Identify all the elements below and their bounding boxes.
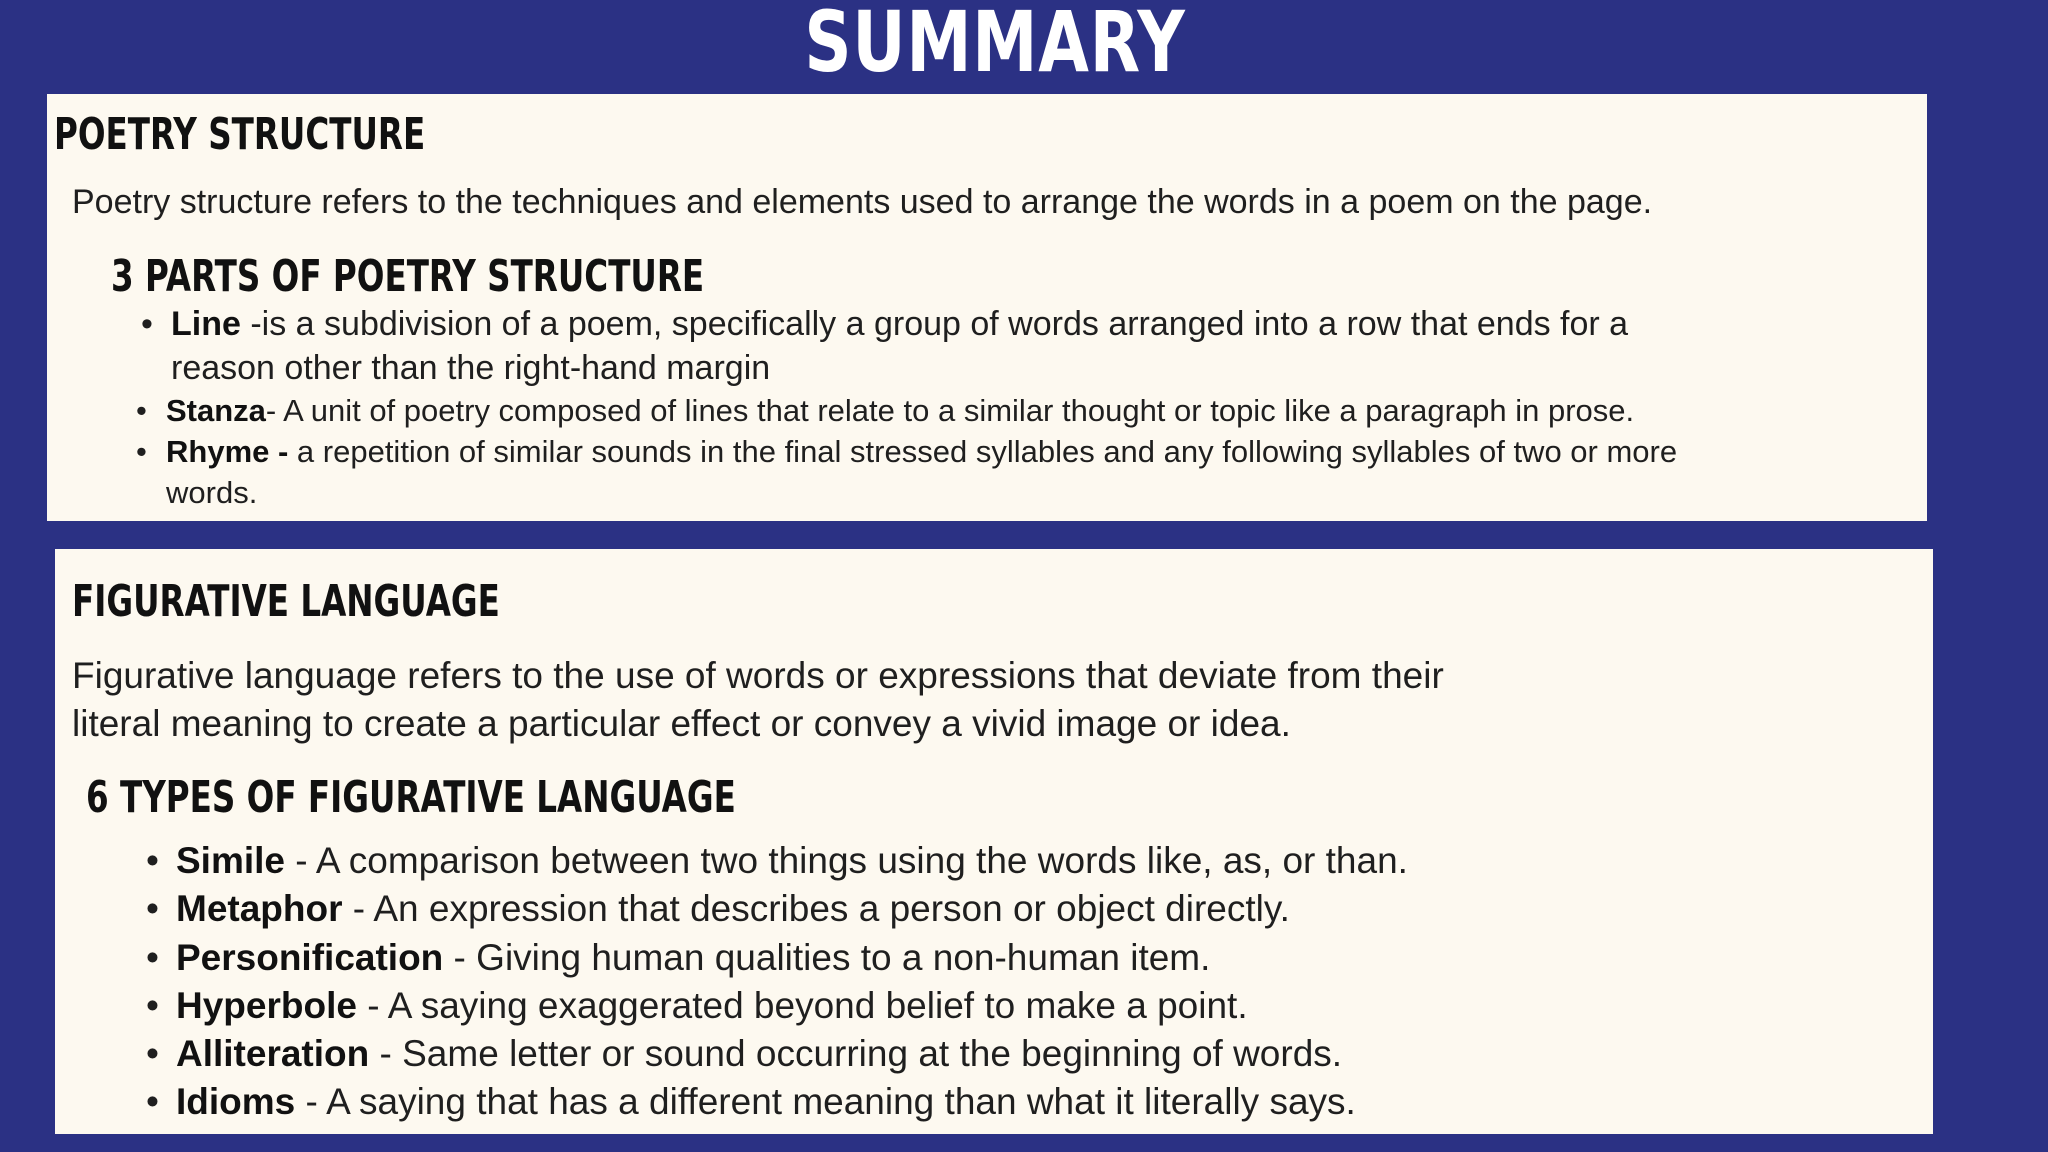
bullet-icon: • — [146, 1033, 159, 1075]
term-stanza: Stanza — [166, 393, 266, 428]
figurative-definition-line-1: Figurative language refers to the use of words or expressions that deviate from their — [72, 655, 1444, 696]
list-item — [146, 885, 1408, 933]
line-description-continued: reason other than the right-hand margin — [171, 349, 771, 387]
bullet-icon: • — [141, 305, 153, 343]
idioms-description: - A saying that has a different meaning than what it literally says. — [295, 1081, 1356, 1123]
poetry-parts-list — [136, 302, 1682, 513]
figurative-language-heading: FIGURATIVE LANGUAGE — [72, 576, 500, 627]
line-description: -is a subdivision of a poem, specifically a group of words arranged into a row that ends for a — [240, 305, 1629, 343]
metaphor-description: - An expression that describes a person or object directly. — [342, 888, 1290, 930]
rhyme-description: a repetition of similar sounds in the final stressed syllables and any following syllables of two or more — [288, 434, 1678, 469]
hyperbole-description: - A saying exaggerated beyond belief to make a point. — [356, 984, 1248, 1026]
poetry-structure-definition: Poetry structure refers to the techniques and elements used to arrange the words in a poem on the page. — [72, 183, 1653, 221]
list-item — [146, 1030, 1408, 1078]
list-item — [136, 390, 1677, 431]
term-personification: Personification — [176, 936, 444, 978]
figurative-definition-line-2: literal meaning to create a particular effect or convey a vivid image or idea. — [72, 703, 1291, 744]
poetry-structure-panel — [47, 94, 1927, 521]
personification-description: - Giving human qualities to a non-human item. — [443, 936, 1211, 978]
bullet-icon: • — [146, 888, 159, 930]
list-item — [146, 982, 1408, 1030]
list-item — [141, 302, 1682, 346]
alliteration-description: - Same letter or sound occurring at the beginning of words. — [369, 1033, 1343, 1075]
bullet-icon: • — [136, 393, 147, 428]
stanza-description: - A unit of poetry composed of lines that relate to a similar thought or topic like a paragraph in prose. — [265, 393, 1635, 428]
poetry-parts-subheading: 3 PARTS OF POETRY STRUCTURE — [111, 251, 705, 302]
slide-title: SUMMARY — [804, 0, 1186, 91]
list-item — [136, 431, 1678, 472]
figurative-types-list — [146, 837, 1408, 1127]
term-alliteration: Alliteration — [176, 1033, 370, 1075]
bullet-icon: • — [146, 984, 159, 1026]
term-metaphor: Metaphor — [176, 888, 343, 930]
poetry-structure-heading: POETRY STRUCTURE — [54, 109, 426, 160]
list-item-continuation — [171, 346, 1682, 390]
term-idioms: Idioms — [176, 1081, 296, 1123]
list-item — [146, 934, 1408, 982]
term-rhyme: Rhyme - — [166, 434, 289, 469]
list-item-continuation — [166, 472, 1677, 513]
figurative-language-panel — [55, 549, 1933, 1134]
rhyme-description-continued: words. — [166, 475, 258, 510]
bullet-icon: • — [136, 434, 147, 469]
term-line: Line — [171, 305, 241, 343]
bullet-icon: • — [146, 1081, 159, 1123]
bullet-icon: • — [146, 840, 159, 881]
term-simile: Simile — [176, 840, 285, 881]
term-hyperbole: Hyperbole — [176, 984, 357, 1026]
simile-description: - A comparison between two things using the words like, as, or than. — [285, 840, 1408, 881]
bullet-icon: • — [146, 936, 159, 978]
list-item — [146, 1078, 1408, 1126]
list-item — [146, 837, 1408, 885]
figurative-types-subheading: 6 TYPES OF FIGURATIVE LANGUAGE — [86, 772, 736, 823]
